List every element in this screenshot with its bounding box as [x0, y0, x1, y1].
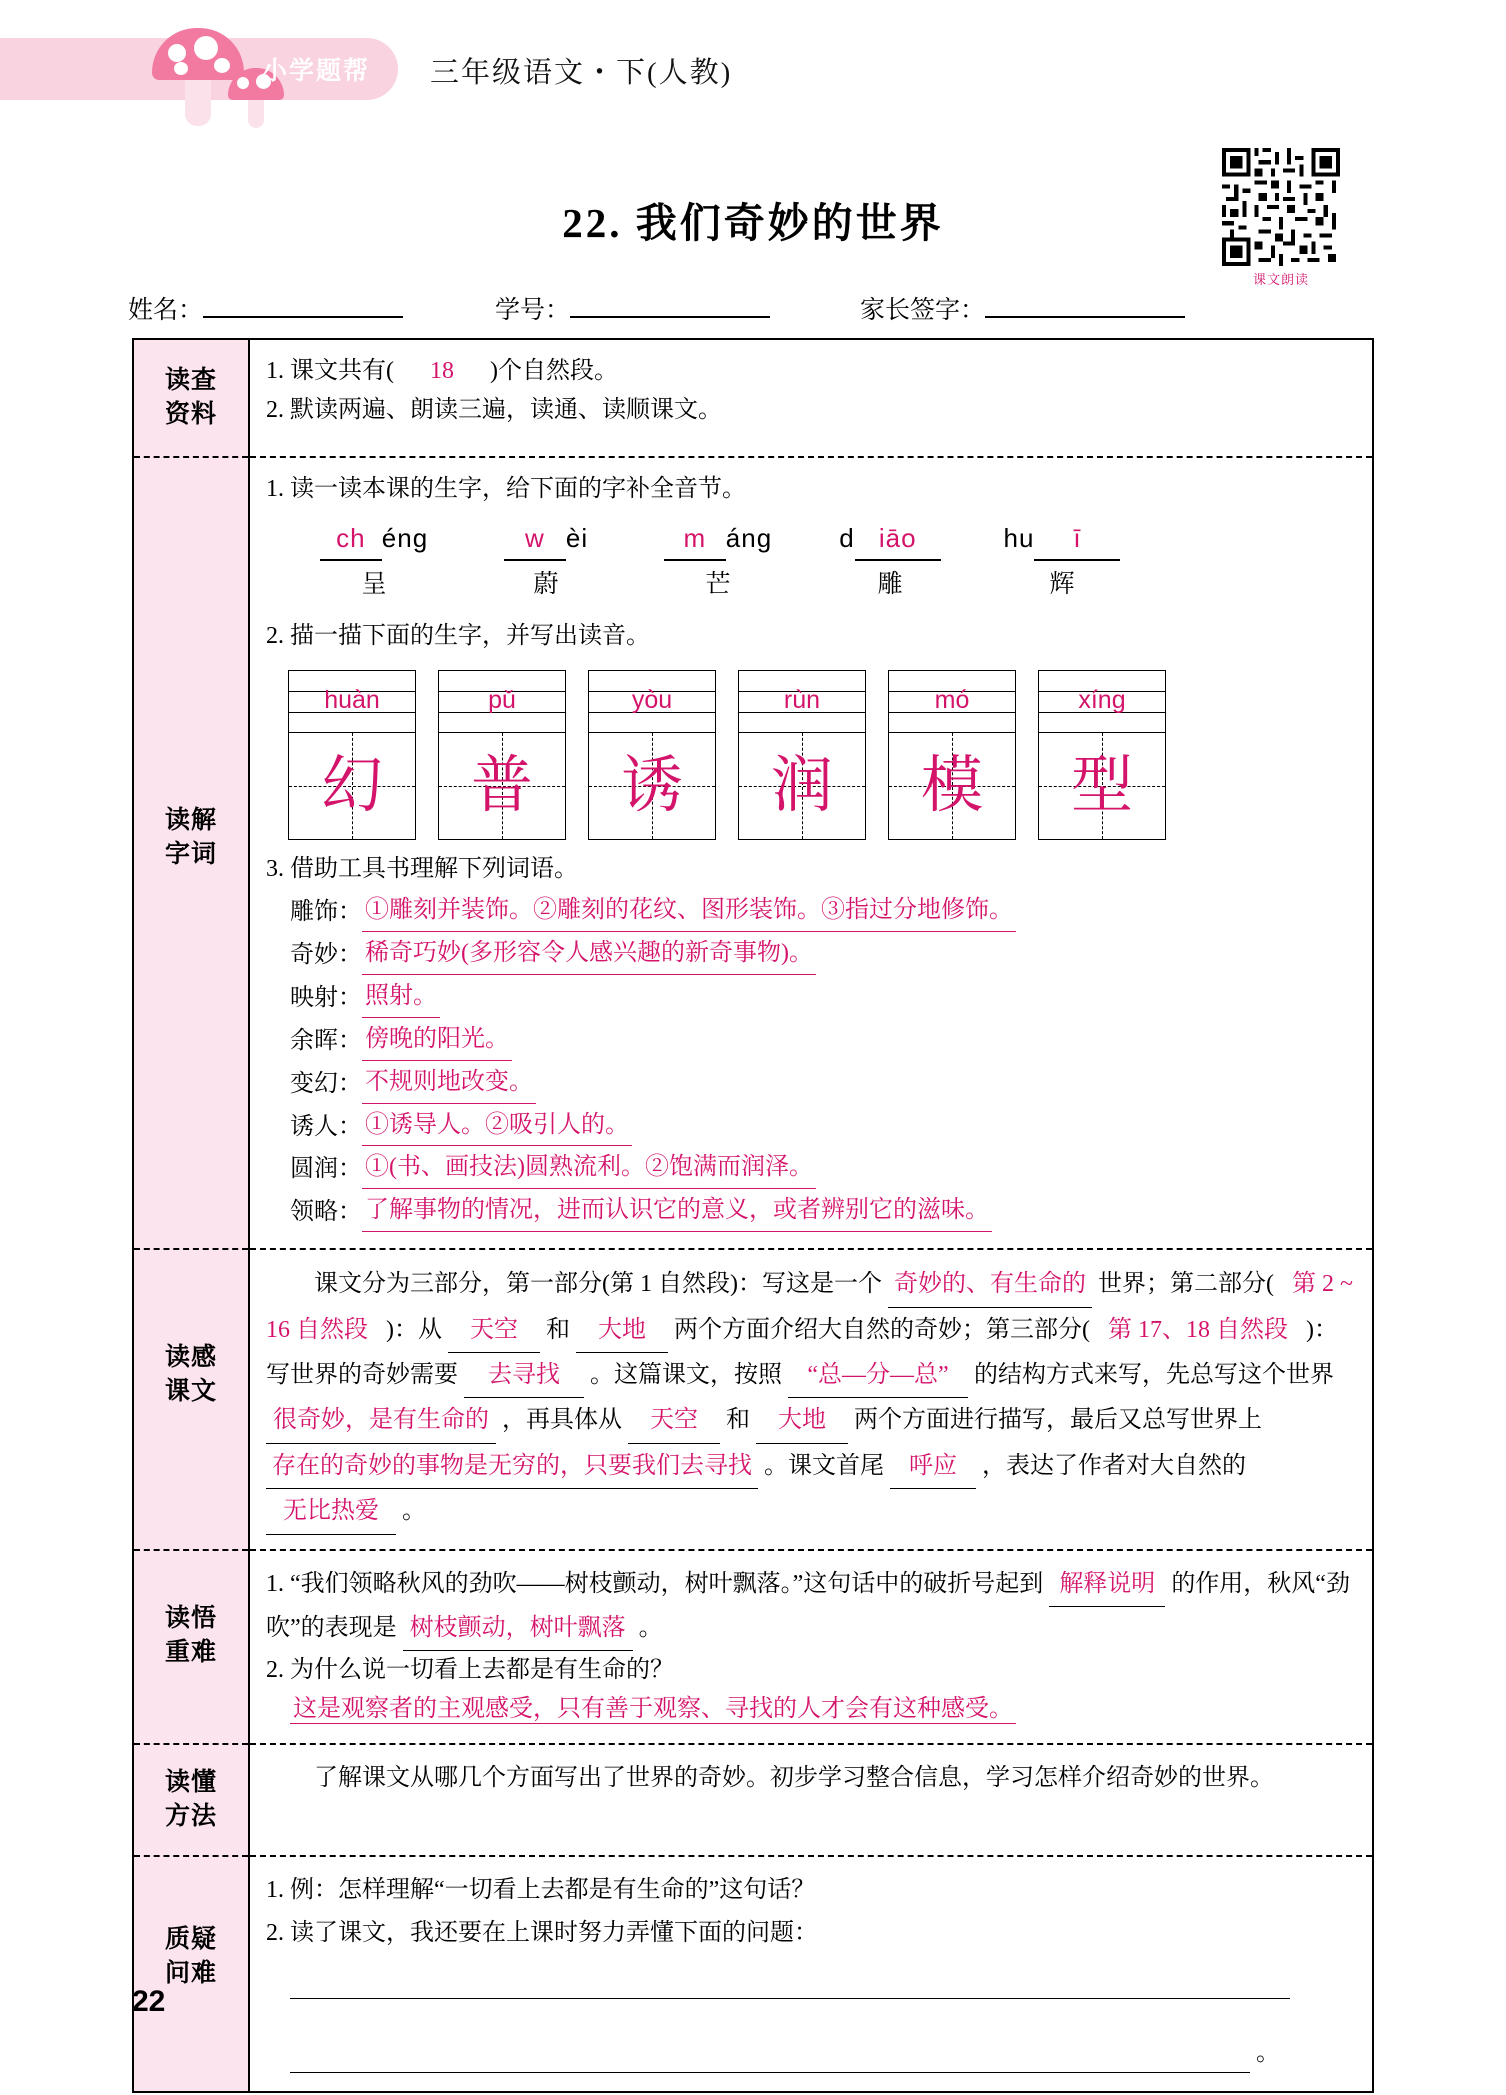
row-label-line2: 问难	[164, 1958, 217, 1987]
comp-t1: 课文分为三部分，第一部分(第 1 自然段)：写这是一个	[314, 1271, 882, 1298]
comp-a8[interactable]: 很奇妙，是有生命的	[266, 1398, 496, 1443]
comp-t4: 和	[546, 1316, 570, 1343]
row-label-line1: 读悟	[164, 1603, 217, 1632]
insight-q1-answer2[interactable]: 树枝颤动，树叶飘落	[403, 1607, 633, 1651]
row-label-line2: 字词	[164, 840, 217, 868]
vocabulary-definition[interactable]: 稀奇巧妙(多形容令人感兴趣的新奇事物)。	[362, 934, 816, 975]
check-item-2: 2. 默读两遍、朗读三遍，读通、读顺课文。	[266, 396, 722, 423]
insight-answer-2[interactable]: 这是观察者的主观感受，只有善于观察、寻找的人才会有这种感受。	[290, 1696, 1016, 1724]
pinyin-blank-answer[interactable]: ch	[320, 517, 382, 561]
words-question-3: 3. 借助工具书理解下列词语。	[266, 856, 578, 883]
tracing-cell[interactable]	[738, 670, 866, 840]
comp-t8: 的结构方式来写，先总写这个世界	[974, 1362, 1334, 1389]
comp-a13[interactable]: 无比热爱	[266, 1489, 396, 1534]
pinyin-rest: áng	[725, 522, 773, 553]
vocabulary-definition[interactable]: 了解事物的情况，进而认识它的意义，或者辨别它的滋味。	[362, 1191, 992, 1232]
vocabulary-item	[290, 1191, 1356, 1232]
tracing-character: 润	[770, 752, 833, 821]
parent-signature-input-line[interactable]	[985, 294, 1185, 318]
qr-code-icon	[1222, 148, 1340, 266]
tracing-pinyin: huàn	[324, 686, 380, 715]
row-label-comprehend	[133, 1249, 249, 1549]
comp-t10: 和	[726, 1407, 750, 1434]
vocabulary-definition[interactable]: ①诱导人。②吸引人的。	[362, 1106, 632, 1147]
insight-q1-end: 。	[638, 1614, 663, 1641]
row-body-words	[249, 457, 1373, 1249]
method-text: 了解课文从哪几个方面写出了世界的奇妙。初步学习整合信息，学习怎样介绍奇妙的世界。	[314, 1764, 1274, 1791]
pinyin-blank-answer[interactable]: ī	[1034, 517, 1120, 561]
comp-t14: 。	[402, 1498, 426, 1525]
table-row-question	[133, 1856, 1373, 2092]
answer-blank-line-1[interactable]	[290, 1973, 1356, 2012]
table-row-comprehend	[133, 1249, 1373, 1549]
qr-caption: 课文朗读	[1252, 272, 1309, 287]
row-label-line1: 读查	[164, 366, 217, 395]
vocabulary-term: 圆润：	[290, 1156, 362, 1183]
pinyin-syllable	[976, 517, 1148, 561]
vocabulary-definition[interactable]: ①雕刻并装饰。②雕刻的花纹、图形装饰。③指过分地修饰。	[362, 891, 1016, 932]
words-question-1: 1. 读一读本课的生字，给下面的字补全音节。	[266, 476, 746, 502]
pinyin-syllable	[460, 517, 632, 561]
row-label-line2: 重难	[164, 1637, 217, 1666]
table-row-method	[133, 1744, 1373, 1856]
comp-t2: 世界；第二部分(	[1097, 1271, 1274, 1298]
question-item-2: 2. 读了课文，我还要在上课时努力弄懂下面的问题：	[266, 1919, 818, 1946]
row-label-line2: 课文	[164, 1377, 217, 1406]
pinyin-hanzi: 呈	[361, 570, 387, 598]
row-label-line2: 方法	[164, 1801, 217, 1830]
pinyin-syllable	[804, 517, 976, 561]
pinyin-blank-answer[interactable]: w	[504, 517, 566, 561]
comp-t9: ，再具体从	[502, 1407, 622, 1434]
tracing-character: 普	[470, 752, 533, 821]
tracing-pinyin: mó	[934, 686, 970, 715]
student-id-field[interactable]	[495, 290, 770, 326]
pinyin-blank-answer[interactable]: m	[664, 517, 726, 561]
row-label-line1: 读懂	[164, 1767, 217, 1796]
pinyin-item	[288, 517, 460, 606]
pinyin-hanzi: 芒	[705, 570, 731, 598]
row-label-method	[133, 1744, 249, 1856]
comp-a10[interactable]: 大地	[756, 1398, 848, 1443]
pinyin-exercise-row	[266, 517, 1356, 606]
vocabulary-term: 诱人：	[290, 1113, 362, 1140]
vocabulary-term: 映射：	[290, 984, 362, 1011]
vocabulary-item	[290, 1106, 1356, 1147]
comp-a5[interactable]: 第 17、18 自然段	[1108, 1316, 1288, 1343]
comp-a12[interactable]: 呼应	[890, 1444, 976, 1489]
name-input-line[interactable]	[203, 294, 403, 318]
vocabulary-term: 领略：	[290, 1199, 362, 1226]
tracing-character: 幻	[320, 752, 383, 821]
subject-line: 三年级语文・下(人教)	[430, 57, 733, 89]
comp-a6[interactable]: 去寻找	[464, 1353, 584, 1398]
tracing-pinyin: yòu	[631, 686, 673, 715]
pinyin-item	[976, 517, 1148, 606]
tracing-pinyin: rùn	[783, 686, 821, 715]
tracing-character: 模	[920, 752, 983, 821]
comp-t3: )：从	[386, 1316, 442, 1343]
comp-a2[interactable]: 第 2 ~ 16 自然段	[266, 1271, 1353, 1343]
comp-a4[interactable]: 大地	[576, 1308, 668, 1353]
insight-q1-middle: 的作用，秋风“劲吹”的表现是	[266, 1570, 1350, 1641]
row-body-insight	[249, 1550, 1373, 1744]
row-body-question	[249, 1856, 1373, 2092]
insight-answer-2-wrap	[290, 1690, 1356, 1729]
pinyin-item	[460, 517, 632, 606]
vocabulary-term: 余晖：	[290, 1027, 362, 1054]
table-row-insight	[133, 1550, 1373, 1744]
name-field[interactable]	[128, 290, 403, 326]
name-label: 姓名：	[128, 297, 204, 324]
vocabulary-list	[290, 891, 1356, 1232]
question-item-1: 1. 例：怎样理解“一切看上去都是有生命的”这句话？	[266, 1876, 816, 1903]
vocabulary-term: 奇妙：	[290, 942, 362, 969]
tracing-cell[interactable]	[888, 670, 1016, 840]
parent-signature-label: 家长签字：	[860, 297, 986, 324]
comp-a11[interactable]: 存在的奇妙的事物是无穷的，只要我们去寻找	[266, 1444, 758, 1489]
comp-a7[interactable]: “总—分—总”	[788, 1353, 968, 1398]
vocabulary-item	[290, 1148, 1356, 1189]
page-number: 22	[132, 1985, 166, 2018]
student-id-input-line[interactable]	[570, 294, 770, 318]
insight-question-1	[266, 1563, 1356, 1651]
row-body-check-materials	[249, 339, 1373, 457]
pinyin-hanzi: 辉	[1049, 570, 1075, 598]
pinyin-rest: d	[839, 522, 855, 553]
row-label-question	[133, 1856, 249, 2092]
tracing-pinyin: pǔ	[488, 686, 516, 715]
row-label-insight	[133, 1550, 249, 1744]
vocabulary-item	[290, 1063, 1356, 1104]
tracing-cell[interactable]	[1038, 670, 1166, 840]
table-row-words	[133, 457, 1373, 1249]
comprehend-paragraph	[266, 1262, 1356, 1534]
comp-t7: 。这篇课文，按照	[590, 1362, 782, 1389]
question-end-mark: 。	[1256, 2039, 1280, 2066]
check-item-1	[266, 352, 1356, 391]
vocabulary-definition[interactable]: 照射。	[362, 977, 440, 1018]
vocabulary-item	[290, 891, 1356, 932]
tracing-character: 型	[1070, 752, 1133, 821]
insight-question-2: 2. 为什么说一切看上去都是有生命的？	[266, 1656, 674, 1683]
check-item1-suffix: )个自然段。	[490, 358, 618, 384]
table-row-check-materials	[133, 339, 1373, 457]
row-label-words	[133, 457, 249, 1249]
student-info-row	[0, 290, 1506, 326]
student-id-label: 学号：	[495, 297, 571, 324]
row-label-line1: 读解	[164, 806, 217, 835]
words-question-2: 2. 描一描下面的生字，并写出读音。	[266, 623, 650, 650]
pinyin-rest: hu	[1003, 522, 1035, 553]
vocabulary-definition[interactable]: 不规则地改变。	[362, 1063, 536, 1104]
qr-code-block	[1222, 148, 1352, 288]
row-label-line1: 质疑	[164, 1924, 217, 1953]
vocabulary-term: 雕饰：	[290, 899, 362, 926]
tracing-character: 诱	[620, 752, 683, 821]
comp-t12: 。课文首尾	[764, 1452, 884, 1479]
row-label-check-materials	[133, 339, 249, 457]
tracing-pinyin: xíng	[1078, 686, 1126, 715]
insight-q1-prefix: 1. “我们领略秋风的劲吹——树枝颤动，树叶飘落。”这句话中的破折号起到	[266, 1570, 1044, 1597]
vocabulary-item	[290, 977, 1356, 1018]
comp-t6: )：写世界的奇妙需要	[266, 1316, 1338, 1389]
parent-signature-field[interactable]	[860, 290, 1185, 326]
row-label-line1: 读感	[164, 1343, 217, 1372]
character-tracing-grid	[288, 670, 1356, 840]
comp-t5: 两个方面介绍大自然的奇妙；第三部分(	[674, 1316, 1090, 1343]
comp-t11: 两个方面进行描写，最后又总写世界上	[854, 1407, 1262, 1434]
vocabulary-definition[interactable]: 傍晚的阳光。	[362, 1020, 512, 1061]
check-item1-answer[interactable]: 18	[430, 358, 454, 384]
vocabulary-item	[290, 1020, 1356, 1061]
pinyin-hanzi: 雕	[877, 570, 903, 598]
pinyin-syllable	[288, 517, 460, 561]
brand-label: 小学题帮	[261, 57, 370, 85]
row-label-line2: 资料	[164, 400, 217, 428]
worksheet-table	[132, 338, 1374, 2093]
answer-blank-line-2[interactable]	[290, 2034, 1356, 2073]
comp-a9[interactable]: 天空	[628, 1398, 720, 1443]
page-title: 22. 我们奇妙的世界	[562, 200, 944, 246]
pinyin-rest: èi	[565, 522, 589, 553]
vocabulary-term: 变幻：	[290, 1070, 362, 1097]
insight-q1-answer1[interactable]: 解释说明	[1049, 1563, 1165, 1607]
tracing-cell[interactable]	[288, 670, 416, 840]
pinyin-hanzi: 蔚	[533, 570, 559, 598]
pinyin-syllable	[632, 517, 804, 561]
vocabulary-item	[290, 934, 1356, 975]
pinyin-blank-answer[interactable]: iāo	[855, 517, 941, 561]
comp-t13: ，表达了作者对大自然的	[982, 1452, 1246, 1479]
tracing-cell[interactable]	[588, 670, 716, 840]
row-body-method	[249, 1744, 1373, 1856]
pinyin-item	[632, 517, 804, 606]
comp-a3[interactable]: 天空	[448, 1308, 540, 1353]
check-item1-prefix: 1. 课文共有(	[266, 358, 394, 384]
comp-a1[interactable]: 奇妙的、有生命的	[888, 1262, 1092, 1307]
pinyin-item	[804, 517, 976, 606]
vocabulary-definition[interactable]: ①(书、画技法)圆熟流利。②饱满而润泽。	[362, 1148, 816, 1189]
pinyin-rest: éng	[381, 522, 429, 553]
tracing-cell[interactable]	[438, 670, 566, 840]
row-body-comprehend	[249, 1249, 1373, 1549]
